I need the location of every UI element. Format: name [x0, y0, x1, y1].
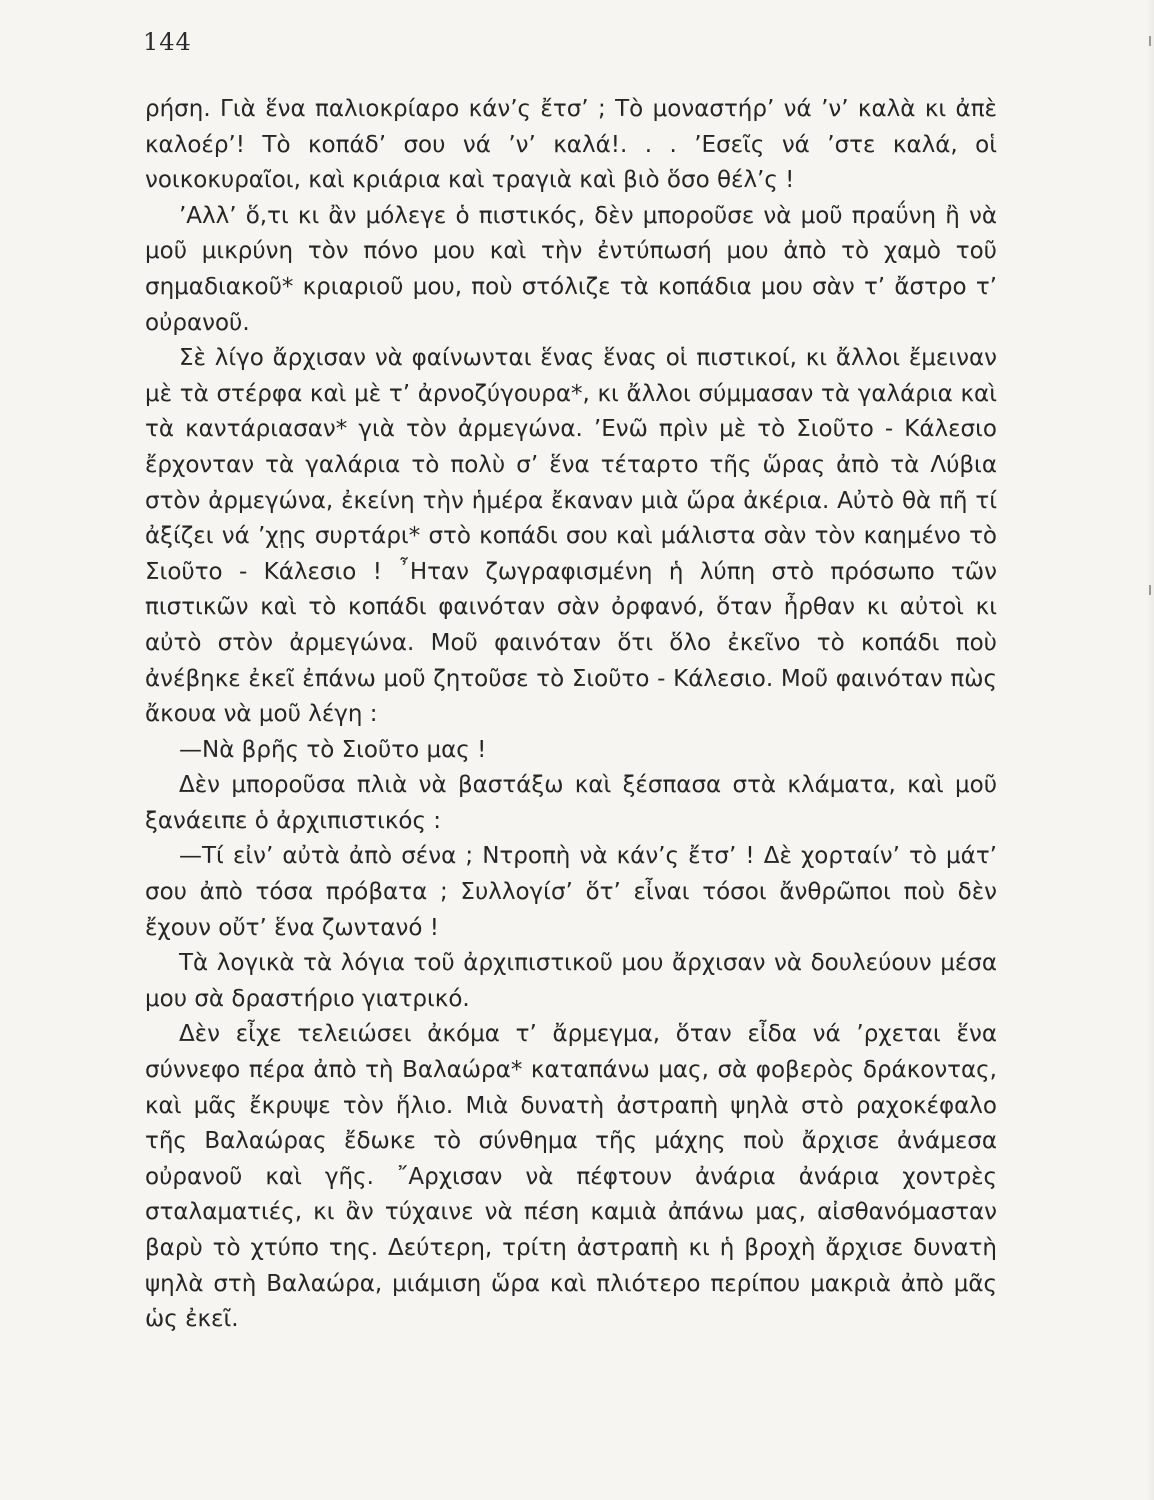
- paragraph: ρήση. Γιὰ ἕνα παλιοκρίαρο κάν’ς ἔτσ’ ; Τὸ μοναστήρ’ νά ’ν’ καλὰ κι ἀπὲ καλοέρ’! Τὸ κοπάδ’ σου νά ’ν’ καλά!. . . ’Εσεῖς νά ’στε καλά, οἱ νοικοκυραῖοι, καὶ κριάρια καὶ τραγιὰ καὶ βιὸ ὅσο θέλ’ς !: [145, 96, 997, 194]
- page-number: 144: [143, 28, 192, 56]
- body-text: [145, 92, 997, 1338]
- paragraph: Δὲν εἶχε τελειώσει ἀκόμα τ’ ἄρμεγμα, ὅταν εἶδα νά ’ρχεται ἕνα σύννεφο πέρα ἀπὸ τὴ Βαλαώρα* καταπάνω μας, σὰ φοβερὸς δράκοντας, καὶ μᾶς ἔκρυψε τὸν ἥλιο. Μιὰ δυνατὴ ἀστραπὴ ψηλὰ στὸ ραχοκέφαλο τῆς Βαλαώρας ἔδωκε τὸ σύνθημα τῆς μάχης ποὺ ἄρχισε ἀνάμεσα οὐρανοῦ καὶ γῆς. ῎Αρχισαν νὰ πέφτουν ἀνάρια ἀνάρια χοντρὲς σταλαματιές, κι ἂν τύχαινε νὰ πέση καμιὰ ἀπάνω μας, αἰσθανόμασταν βαρὺ τὸ χτύπο της. Δεύτερη, τρίτη ἀστραπὴ κι ἡ βροχὴ ἄρχισε δυνατὴ ψηλὰ στὴ Βαλαώρα, μιάμιση ὥρα καὶ πλιότερο περίπου μακριὰ ἀπὸ μᾶς ὡς ἐκεῖ.: [145, 1021, 997, 1333]
- paragraph: ’Αλλ’ ὅ,τι κι ἂν μόλεγε ὁ πιστικός, δὲν μποροῦσε νὰ μοῦ πραΰνη ἢ νὰ μοῦ μικρύνη τὸν πόνο μου καὶ τὴν ἐντύπωσή μου ἀπὸ τὸ χαμὸ τοῦ σημαδιακοῦ* κριαριοῦ μου, ποὺ στόλιζε τὰ κοπάδια μου σὰν τ’ ἄστρο τ’ οὐρανοῦ.: [145, 202, 997, 336]
- page-edge-shadow: [1146, 0, 1154, 1500]
- edge-mark: [1149, 585, 1151, 595]
- paragraph: Δὲν μποροῦσα πλιὰ νὰ βαστάξω καὶ ξέσπασα στὰ κλάματα, καὶ μοῦ ξανάειπε ὁ ἀρχιπιστικός :: [145, 772, 997, 834]
- dialogue-line: —Νὰ βρῆς τὸ Σιοῦτο μας !: [179, 736, 487, 763]
- paragraph: Τὰ λογικὰ τὰ λόγια τοῦ ἀρχιπιστικοῦ μου ἄρχισαν νὰ δουλεύουν μέσα μου σὰ δραστήριο γιατρικό.: [145, 950, 997, 1012]
- dialogue-line: —Τί εἰν’ αὐτὰ ἀπὸ σένα ; Ντροπὴ νὰ κάν’ς ἔτσ’ ! Δὲ χορταίν’ τὸ μάτ’ σου ἀπὸ τόσα πρόβατα ; Συλλογίσ’ ὅτ’ εἶναι τόσοι ἄνθρῶποι ποὺ δὲν ἔχουν οὔτ’ ἕνα ζωντανό !: [145, 843, 997, 941]
- edge-mark: [1149, 36, 1151, 46]
- paragraph: Σὲ λίγο ἄρχισαν νὰ φαίνωνται ἕνας ἕνας οἱ πιστικοί, κι ἄλλοι ἔμειναν μὲ τὰ στέρφα καὶ μὲ τ’ ἀρνοζύγουρα*, κι ἄλλοι σύμμασαν τὰ γαλάρια καὶ τὰ καντάριασαν* γιὰ τὸν ἀρμεγώνα. ’Ενῶ πρὶν μὲ τὸ Σιοῦτο - Κάλεσιο ἔρχονταν τὰ γαλάρια τὸ πολὺ σ’ ἕνα τέταρτο τῆς ὥρας ἀπὸ τὰ Λύβια στὸν ἀρμεγώνα, ἐκείνη τὴν ἡμέρα ἔκαναν μιὰ ὥρα ἀκέρια. Αὐτὸ θὰ πῆ τί ἀξίζει νά ’χῃς συρτάρι* στὸ κοπάδι σου καὶ μάλιστα σὰν τὸν καημένο τὸ Σιοῦτο - Κάλεσιο ! ῏Ηταν ζωγραφισμένη ἡ λύπη στὸ πρόσωπο τῶν πιστικῶν καὶ τὸ κοπάδι φαινόταν σὰν ὀρφανό, ὅταν ἦρθαν κι αὐτοὶ κι αὐτὸ στὸν ἀρμεγώνα. Μοῦ φαινόταν ὅτι ὅλο ἐκεῖνο τὸ κοπάδι ποὺ ἀνέβηκε ἐκεῖ ἐπάνω μοῦ ζητοῦσε τὸ Σιοῦτο - Κάλεσιο. Μοῦ φαινόταν πὼς ἄκουα νὰ μοῦ λέγη :: [145, 345, 997, 728]
